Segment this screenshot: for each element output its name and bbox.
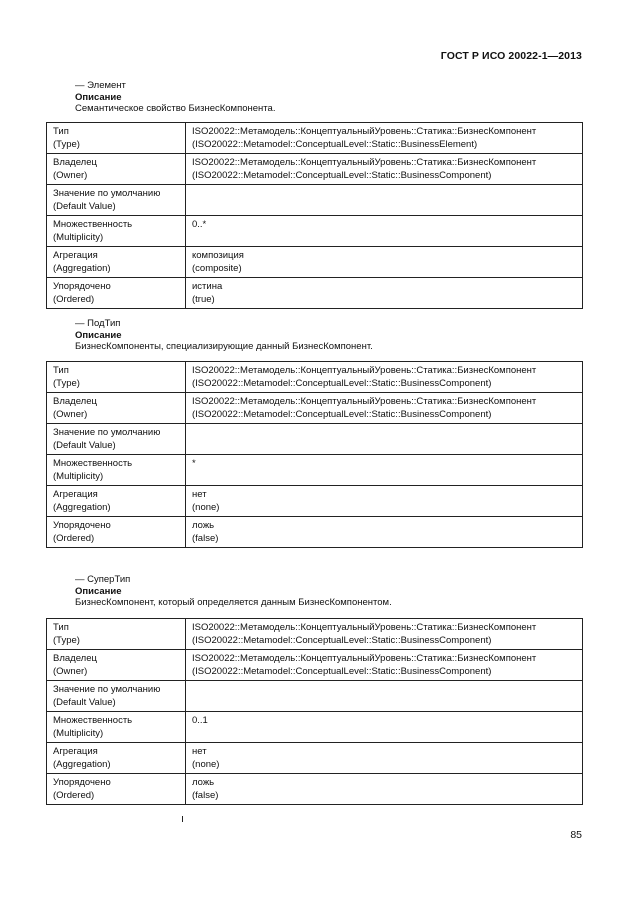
- table-row: [47, 743, 583, 774]
- table-row: [47, 185, 583, 216]
- property-value: *: [186, 455, 583, 486]
- section-description: Семантическое свойство БизнесКомпонента.: [75, 103, 276, 114]
- document-header: ГОСТ Р ИСО 20022-1—2013: [440, 50, 582, 62]
- table-row: [47, 619, 583, 650]
- table-row: [47, 216, 583, 247]
- property-name: Агрегация (Aggregation): [47, 743, 186, 774]
- section-heading: [75, 574, 392, 609]
- properties-table: [46, 122, 583, 309]
- table-continuation-line: [182, 816, 183, 822]
- table-row: [47, 774, 583, 805]
- property-value: [186, 424, 583, 455]
- property-name: Владелец (Owner): [47, 154, 186, 185]
- table-row: [47, 123, 583, 154]
- property-value: ISO20022::Метамодель::КонцептуальныйУровень::Статика::БизнесКомпонент (ISO20022::Metamodel::ConceptualLevel::Static::BusinessComponent): [186, 650, 583, 681]
- table-row: [47, 247, 583, 278]
- property-value: ISO20022::Метамодель::КонцептуальныйУровень::Статика::БизнесКомпонент (ISO20022::Metamodel::ConceptualLevel::Static::BusinessElement): [186, 123, 583, 154]
- table-row: [47, 278, 583, 309]
- property-value: нет (none): [186, 743, 583, 774]
- section-name: — ПодТип: [75, 318, 121, 329]
- property-name: Значение по умолчанию (Default Value): [47, 681, 186, 712]
- table-row: [47, 362, 583, 393]
- property-name: Тип (Type): [47, 619, 186, 650]
- property-value: ложь (false): [186, 774, 583, 805]
- section-label: Описание: [75, 329, 122, 341]
- page-number: 85: [570, 829, 582, 841]
- properties-table: [46, 618, 583, 805]
- table-row: [47, 154, 583, 185]
- section-label: Описание: [75, 585, 122, 597]
- section-description: БизнесКомпонент, который определяется данным БизнесКомпонентом.: [75, 597, 392, 608]
- section-name: — СуперТип: [75, 574, 131, 585]
- property-value: 0..*: [186, 216, 583, 247]
- property-value: ISO20022::Метамодель::КонцептуальныйУровень::Статика::БизнесКомпонент (ISO20022::Metamodel::ConceptualLevel::Static::BusinessComponent): [186, 154, 583, 185]
- property-value: ISO20022::Метамодель::КонцептуальныйУровень::Статика::БизнесКомпонент (ISO20022::Metamodel::ConceptualLevel::Static::BusinessComponent): [186, 619, 583, 650]
- property-value: истина (true): [186, 278, 583, 309]
- property-name: Тип (Type): [47, 362, 186, 393]
- section-name: — Элемент: [75, 80, 126, 91]
- property-name: Упорядочено (Ordered): [47, 278, 186, 309]
- property-value: ISO20022::Метамодель::КонцептуальныйУровень::Статика::БизнесКомпонент (ISO20022::Metamodel::ConceptualLevel::Static::BusinessComponent): [186, 393, 583, 424]
- property-value: ложь (false): [186, 517, 583, 548]
- property-value: ISO20022::Метамодель::КонцептуальныйУровень::Статика::БизнесКомпонент (ISO20022::Metamodel::ConceptualLevel::Static::BusinessComponent): [186, 362, 583, 393]
- section-heading: [75, 318, 373, 353]
- table-row: [47, 712, 583, 743]
- property-value: композиция (composite): [186, 247, 583, 278]
- table-row: [47, 393, 583, 424]
- section-description: БизнесКомпоненты, специализирующие данный БизнесКомпонент.: [75, 341, 373, 352]
- property-name: Множественность (Multiplicity): [47, 712, 186, 743]
- properties-table: [46, 361, 583, 548]
- property-name: Агрегация (Aggregation): [47, 247, 186, 278]
- property-name: Агрегация (Aggregation): [47, 486, 186, 517]
- property-name: Множественность (Multiplicity): [47, 455, 186, 486]
- property-name: Значение по умолчанию (Default Value): [47, 185, 186, 216]
- table-row: [47, 650, 583, 681]
- property-value: [186, 681, 583, 712]
- property-value: 0..1: [186, 712, 583, 743]
- property-name: Владелец (Owner): [47, 393, 186, 424]
- table-row: [47, 681, 583, 712]
- table-row: [47, 424, 583, 455]
- property-value: нет (none): [186, 486, 583, 517]
- section-label: Описание: [75, 91, 122, 103]
- table-row: [47, 455, 583, 486]
- property-value: [186, 185, 583, 216]
- property-name: Упорядочено (Ordered): [47, 517, 186, 548]
- table-row: [47, 517, 583, 548]
- property-name: Упорядочено (Ordered): [47, 774, 186, 805]
- table-row: [47, 486, 583, 517]
- property-name: Владелец (Owner): [47, 650, 186, 681]
- section-heading: [75, 80, 275, 115]
- property-name: Множественность (Multiplicity): [47, 216, 186, 247]
- property-name: Тип (Type): [47, 123, 186, 154]
- property-name: Значение по умолчанию (Default Value): [47, 424, 186, 455]
